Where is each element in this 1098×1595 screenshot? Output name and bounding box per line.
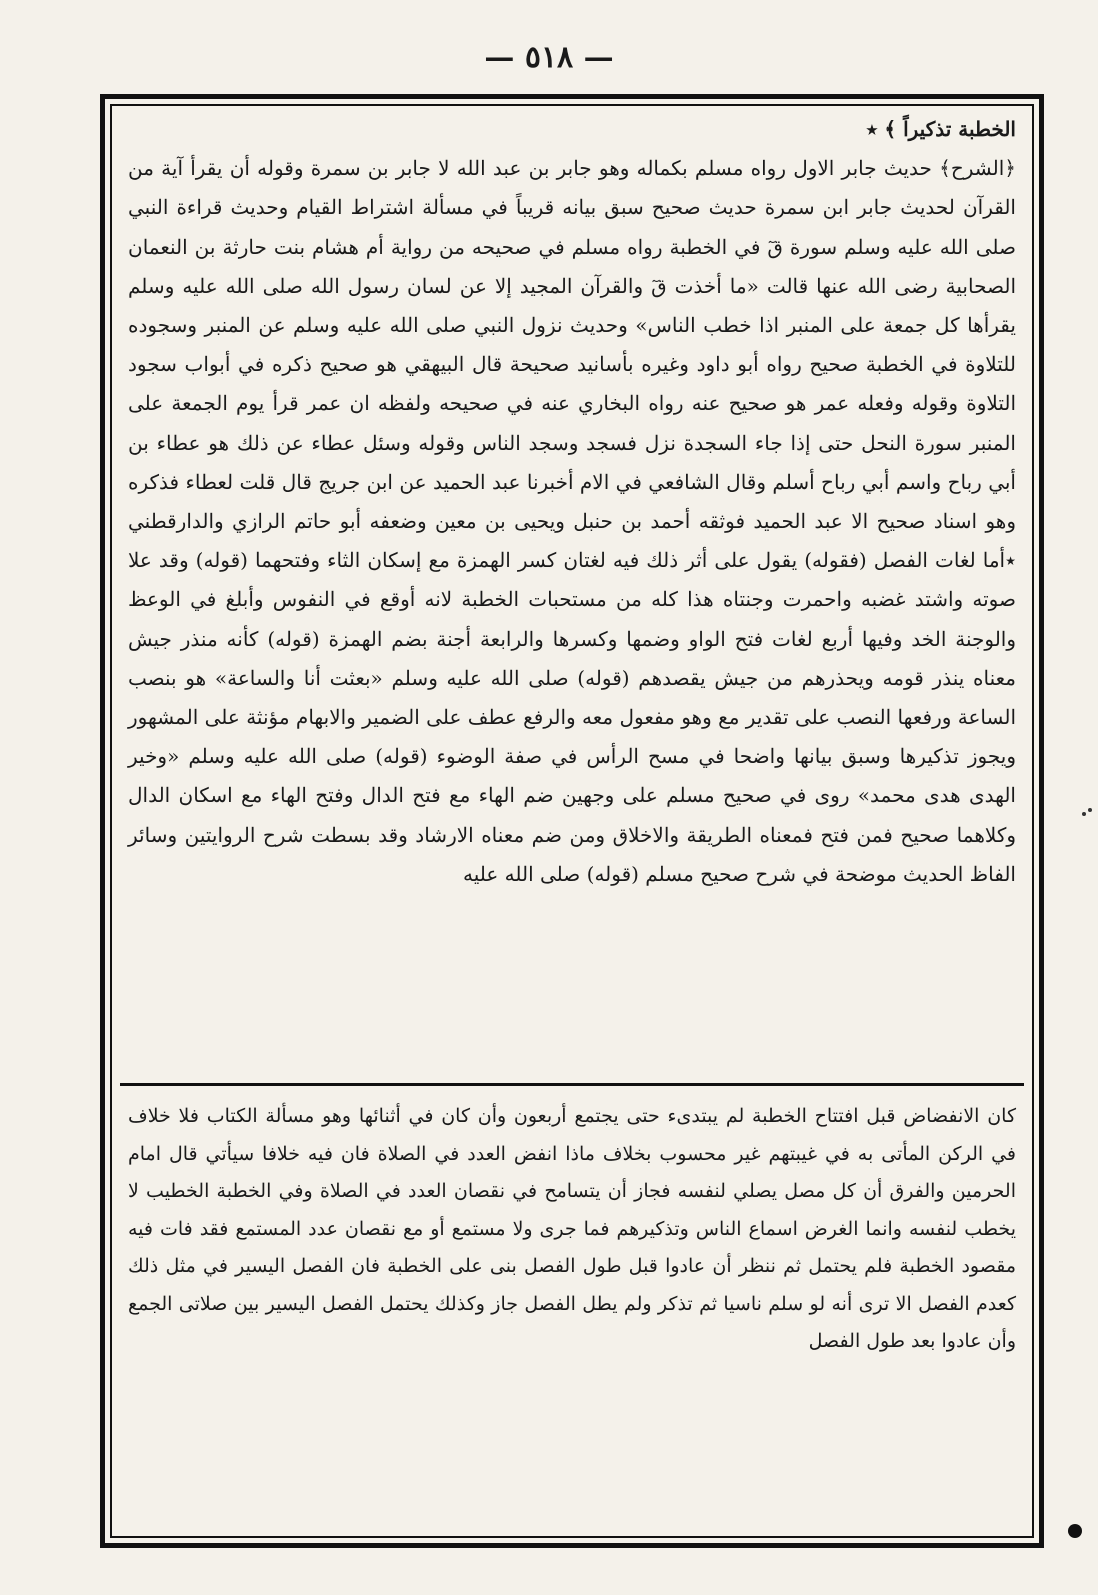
footnote-block	[128, 1098, 1016, 1361]
main-text-block	[128, 110, 1016, 894]
scan-mark-dot	[1068, 1524, 1082, 1538]
commentary-paragraph: ﴿الشرح﴾ حديث جابر الاول رواه مسلم بكماله وهو جابر بن عبد الله لا جابر بن سمرة وقوله أن يقرأ آية من القرآن لحديث جابر ابن سمرة حديث صحيح سبق بيانه قريباً في مسألة اشتراط القيام وحديث قراءة النبي صلى الله عليه وسلم سورة قٓ في الخطبة رواه مسلم في صحيحه من رواية أم هشام بنت حارثة بن النعمان الصحابية رضى الله عنها قالت «ما أخذت قٓ والقرآن المجيد إلا عن لسان رسول الله صلى الله عليه وسلم يقرأها كل جمعة على المنبر اذا خطب الناس» وحديث نزول النبي صلى الله عليه وسلم عن المنبر وسجوده للتلاوة في الخطبة صحيح رواه أبو داود وغيره بأسانيد صحيحة قال البيهقي هو صحيح ذكره في أبواب سجود التلاوة وقوله وفعله عمر هو صحيح عنه رواه البخاري عنه في صحيحه ولفظه ان عمر قرأ يوم الجمعة على المنبر سورة النحل حتى إذا جاء السجدة نزل فسجد وسجد الناس وقوله وسئل عطاء عن ذلك هو عطاء بن أبي رباح واسم أبي رباح أسلم وقال الشافعي في الام أخبرنا عبد الحميد عن ابن جريج قال قلت لعطاء فذكره وهو اسناد صحيح الا عبد الحميد فوثقه أحمد بن حنبل ويحيى بن معين وضعفه أبو حاتم الرازي والدارقطني ٭أما لغات الفصل (فقوله) يقول على أثر ذلك فيه لغتان كسر الهمزة مع إسكان الثاء وفتحهما (قوله) وقد علا صوته واشتد غضبه واحمرت وجنتاه هذا كله من مستحبات الخطبة لانه أوقع في النفوس وأبلغ في الوعظ والوجنة الخد وفيها أربع لغات فتح الواو وضمها وكسرها والرابعة أجنة بضم الهمزة (قوله) كأنه منذر جيش معناه ينذر قومه ويحذرهم من جيش يقصدهم (قوله) صلى الله عليه وسلم «بعثت أنا والساعة» هو بنصب الساعة ورفعها النصب على تقدير مع وهو مفعول معه والرفع عطف على الضمير والابهام مؤنثة على المشهور ويجوز تذكيرها وسبق بيانها واضحا في مسح الرأس في صفة الوضوء (قوله) صلى الله عليه وسلم «وخير الهدى هدى محمد» روى في صحيح مسلم على وجهين ضم الهاء مع فتح الدال وفتح الهاء مع اسكان الدال وكلاهما صحيح فمن فتح فمعناه الطريقة والاخلاق ومن ضم معناه الارشاد وقد بسطت شرح الروايتين وسائر الفاظ الحديث موضحة في شرح صحيح مسلم (قوله) صلى الله عليه	[128, 156, 1016, 886]
footnote-divider	[120, 1083, 1024, 1086]
footnote-paragraph: كان الانفضاض قبل افتتاح الخطبة لم يبتدىء حتى يجتمع أربعون وأن كان في أثنائها وهو مسألة الكتاب فلا خلاف في الركن المأتى به في غيبتهم غير محسوب بخلاف ماذا انفض العدد في الصلاة فان فيه خلافا سيأتي قال امام الحرمين والفرق أن كل مصل يصلي لنفسه فجاز أن يتسامح في نقصان العدد في الصلاة وفي الخطبة الخطيب لا يخطب لنفسه وانما الغرض اسماع الناس وتذكيرهم فما جرى ولا مستمع أو مع نقصان عدد المستمع فقد فات فيه مقصود الخطبة فلم يحتمل ثم ننظر أن عادوا قبل طول الفصل بنى على الخطبة فان الفصل اليسير في مثل ذلك كعدم الفصل الا ترى أنه لو سلم ناسيا ثم تذكر ولم يطل الفصل جاز وكذلك يحتمل الفصل اليسير بين صلاتى الجمع وأن عادوا بعد طول الفصل	[128, 1105, 1016, 1352]
scan-speck	[1082, 812, 1086, 816]
scan-speck	[1088, 808, 1092, 812]
page-number: — ٥١٨ —	[484, 40, 614, 75]
section-heading: الخطبة تذكيراً ﴾ ٭	[866, 117, 1016, 141]
